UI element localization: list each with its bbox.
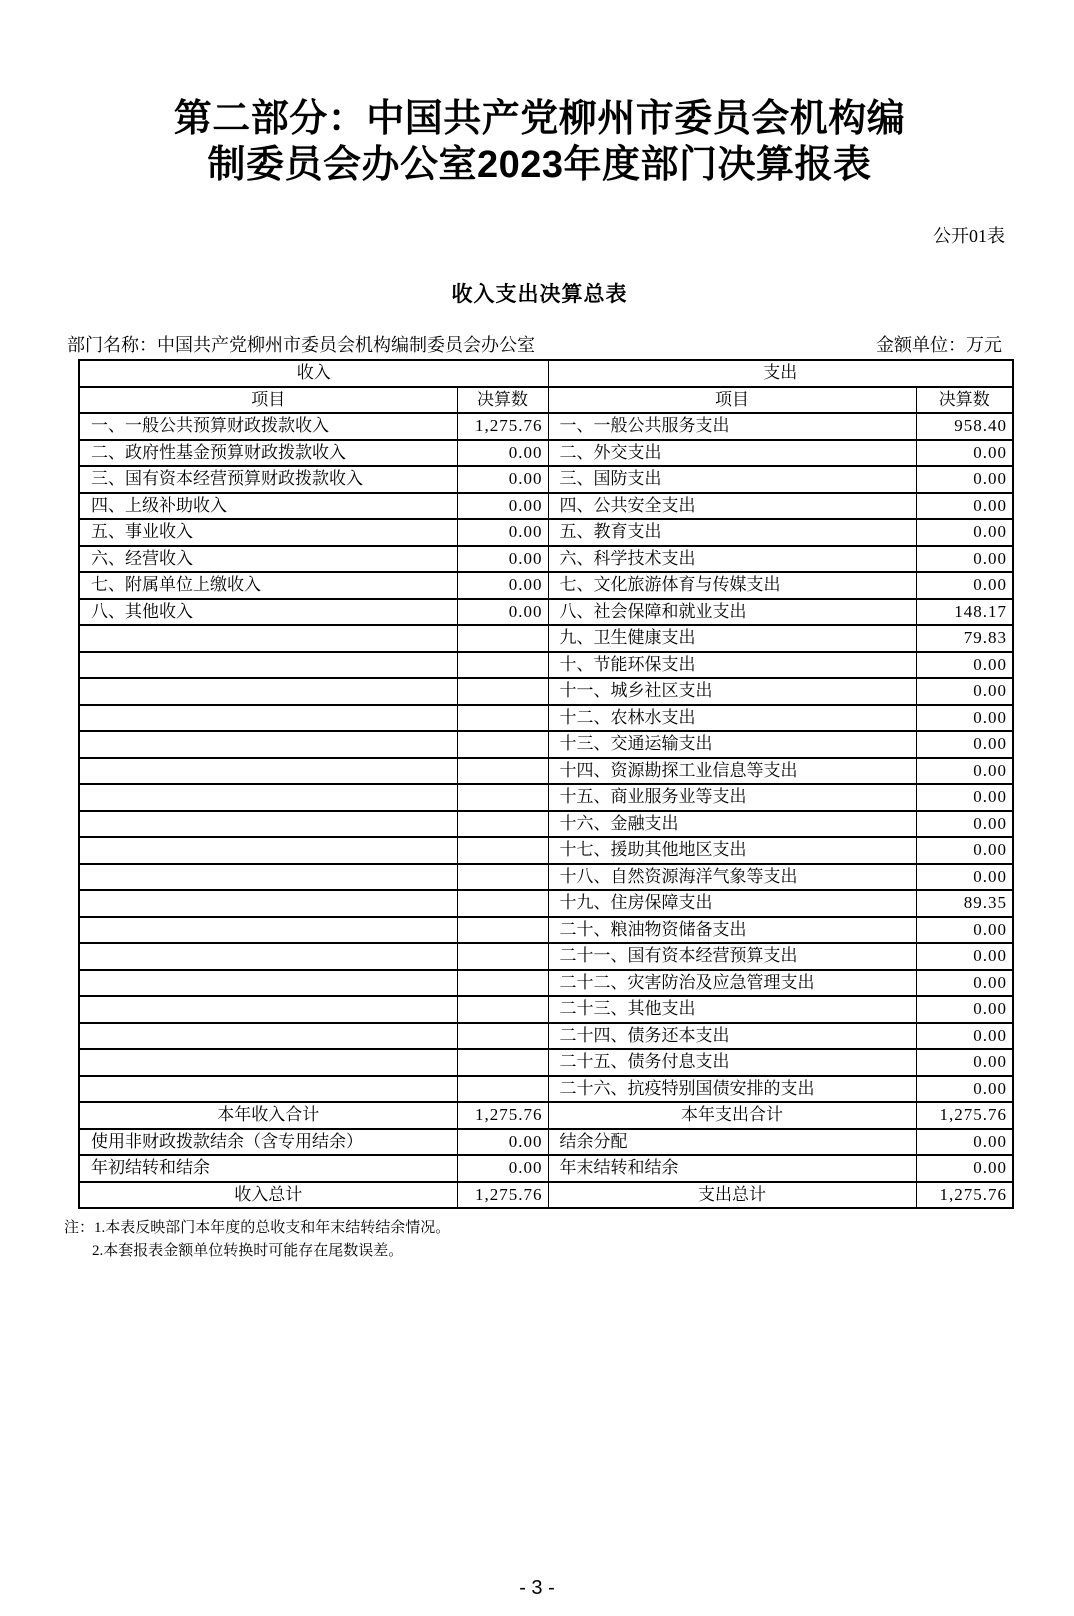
expense-amount-cell: 0.00 <box>916 1129 1013 1156</box>
income-amount-cell: 1,275.76 <box>457 413 548 440</box>
table-meta-row <box>67 333 1012 357</box>
expense-amount-cell: 0.00 <box>916 546 1013 573</box>
expense-item-cell: 四、公共安全支出 <box>548 493 916 520</box>
table-total-row <box>79 1182 1013 1209</box>
income-item-cell <box>79 996 457 1023</box>
table-row <box>79 705 1013 732</box>
expense-amount-cell: 0.00 <box>916 440 1013 467</box>
income-amount-cell: 0.00 <box>457 572 548 599</box>
table-row <box>79 678 1013 705</box>
expense-item-cell: 二十四、债务还本支出 <box>548 1023 916 1050</box>
income-item-cell <box>79 943 457 970</box>
income-item-cell <box>79 678 457 705</box>
income-amount-cell: 0.00 <box>457 493 548 520</box>
income-item-cell: 二、政府性基金预算财政拨款收入 <box>79 440 457 467</box>
income-amount-cell <box>457 890 548 917</box>
expense-item-cell: 十七、援助其他地区支出 <box>548 837 916 864</box>
table-row <box>79 943 1013 970</box>
income-amount-cell <box>457 811 548 838</box>
income-amount-cell <box>457 943 548 970</box>
income-amount-cell: 1,275.76 <box>457 1182 548 1209</box>
expense-item-cell: 十八、自然资源海洋气象等支出 <box>548 864 916 891</box>
income-amount-cell <box>457 1049 548 1076</box>
report-content <box>64 96 1012 1263</box>
expense-amount-cell: 0.00 <box>916 493 1013 520</box>
expense-item-cell: 十、节能环保支出 <box>548 652 916 679</box>
income-item-cell: 使用非财政拨款结余（含专用结余） <box>79 1129 457 1156</box>
expense-amount-cell: 0.00 <box>916 837 1013 864</box>
income-item-cell: 年初结转和结余 <box>79 1155 457 1182</box>
expense-item-cell: 十九、住房保障支出 <box>548 890 916 917</box>
expense-amount-cell: 89.35 <box>916 890 1013 917</box>
expense-item-cell: 本年支出合计 <box>548 1102 916 1129</box>
expense-amount-cell: 0.00 <box>916 784 1013 811</box>
expense-item-cell: 七、文化旅游体育与传媒支出 <box>548 572 916 599</box>
table-row <box>79 811 1013 838</box>
expense-item-cell: 支出总计 <box>548 1182 916 1209</box>
expense-amount-cell: 0.00 <box>916 811 1013 838</box>
income-amount-cell <box>457 652 548 679</box>
expense-item-cell: 十三、交通运输支出 <box>548 731 916 758</box>
income-amount-cell <box>457 864 548 891</box>
expense-amount-cell: 0.00 <box>916 758 1013 785</box>
income-item-cell: 三、国有资本经营预算财政拨款收入 <box>79 466 457 493</box>
expense-item-cell: 一、一般公共服务支出 <box>548 413 916 440</box>
income-amount-cell: 0.00 <box>457 519 548 546</box>
expense-amount-cell: 958.40 <box>916 413 1013 440</box>
expense-amount-cell: 0.00 <box>916 970 1013 997</box>
income-item-cell <box>79 811 457 838</box>
table-row <box>79 466 1013 493</box>
income-item-cell: 本年收入合计 <box>79 1102 457 1129</box>
table-row <box>79 1155 1013 1182</box>
expense-item-cell: 二十一、国有资本经营预算支出 <box>548 943 916 970</box>
expense-amount-column-header: 决算数 <box>916 387 1013 414</box>
expense-item-cell: 九、卫生健康支出 <box>548 625 916 652</box>
income-amount-cell <box>457 758 548 785</box>
expense-amount-cell: 0.00 <box>916 519 1013 546</box>
expense-item-cell: 结余分配 <box>548 1129 916 1156</box>
income-amount-cell <box>457 705 548 732</box>
section-header-row <box>79 360 1013 387</box>
budget-table <box>78 359 1014 1209</box>
income-amount-cell: 0.00 <box>457 466 548 493</box>
expense-item-cell: 八、社会保障和就业支出 <box>548 599 916 626</box>
expense-item-cell: 五、教育支出 <box>548 519 916 546</box>
table-row <box>79 1076 1013 1103</box>
income-amount-cell <box>457 970 548 997</box>
expense-amount-cell: 0.00 <box>916 1049 1013 1076</box>
table-row <box>79 758 1013 785</box>
expense-amount-cell: 0.00 <box>916 864 1013 891</box>
income-amount-cell: 0.00 <box>457 599 548 626</box>
expense-item-cell: 二十六、抗疫特别国债安排的支出 <box>548 1076 916 1103</box>
document-title-line2: 制委员会办公室2023年度部门决算报表 <box>207 144 872 186</box>
income-item-cell: 收入总计 <box>79 1182 457 1209</box>
expense-amount-cell: 0.00 <box>916 1155 1013 1182</box>
income-item-cell <box>79 705 457 732</box>
income-item-cell <box>79 970 457 997</box>
table-row <box>79 917 1013 944</box>
table-row <box>79 413 1013 440</box>
table-row <box>79 784 1013 811</box>
table-row <box>79 890 1013 917</box>
income-item-cell <box>79 1023 457 1050</box>
table-row <box>79 625 1013 652</box>
table-row <box>79 1023 1013 1050</box>
income-amount-cell: 0.00 <box>457 1129 548 1156</box>
income-amount-cell: 0.00 <box>457 440 548 467</box>
expense-amount-cell: 148.17 <box>916 599 1013 626</box>
table-row <box>79 572 1013 599</box>
budget-table-body <box>79 413 1013 1208</box>
expense-item-cell: 二十、粮油物资储备支出 <box>548 917 916 944</box>
document-title <box>67 96 1012 188</box>
expense-amount-cell: 1,275.76 <box>916 1182 1013 1209</box>
income-item-column-header: 项目 <box>79 387 457 414</box>
income-item-cell: 八、其他收入 <box>79 599 457 626</box>
table-row <box>79 996 1013 1023</box>
income-item-cell <box>79 917 457 944</box>
income-item-cell <box>79 758 457 785</box>
expense-amount-cell: 0.00 <box>916 943 1013 970</box>
income-amount-cell: 0.00 <box>457 546 548 573</box>
expense-amount-cell: 0.00 <box>916 466 1013 493</box>
income-item-cell <box>79 864 457 891</box>
table-row <box>79 440 1013 467</box>
income-item-cell <box>79 1049 457 1076</box>
column-header-row <box>79 387 1013 414</box>
report-page <box>0 96 1074 1616</box>
amount-unit-label: 金额单位：万元 <box>876 335 1002 355</box>
income-amount-cell: 1,275.76 <box>457 1102 548 1129</box>
income-amount-cell <box>457 784 548 811</box>
income-item-cell <box>79 731 457 758</box>
note-line-2: 2.本套报表金额单位转换时可能存在尾数误差。 <box>92 1243 404 1259</box>
expense-item-cell: 二、外交支出 <box>548 440 916 467</box>
expense-amount-cell: 0.00 <box>916 1023 1013 1050</box>
income-item-cell <box>79 837 457 864</box>
expense-item-cell: 十一、城乡社区支出 <box>548 678 916 705</box>
expense-amount-cell: 79.83 <box>916 625 1013 652</box>
expense-amount-cell: 0.00 <box>916 678 1013 705</box>
expense-item-cell: 十二、农林水支出 <box>548 705 916 732</box>
income-amount-cell <box>457 1023 548 1050</box>
table-row <box>79 519 1013 546</box>
table-row <box>79 864 1013 891</box>
income-amount-cell <box>457 1076 548 1103</box>
income-item-cell: 五、事业收入 <box>79 519 457 546</box>
income-amount-cell <box>457 731 548 758</box>
expense-item-cell: 二十五、债务付息支出 <box>548 1049 916 1076</box>
income-amount-cell <box>457 625 548 652</box>
income-item-cell: 四、上级补助收入 <box>79 493 457 520</box>
income-amount-cell <box>457 917 548 944</box>
expense-amount-cell: 0.00 <box>916 917 1013 944</box>
expense-item-cell: 十四、资源勘探工业信息等支出 <box>548 758 916 785</box>
income-item-cell: 七、附属单位上缴收入 <box>79 572 457 599</box>
table-row <box>79 970 1013 997</box>
income-item-cell <box>79 1076 457 1103</box>
expense-item-cell: 年末结转和结余 <box>548 1155 916 1182</box>
table-code-label: 公开01表 <box>933 226 1005 246</box>
table-row <box>79 546 1013 573</box>
expense-item-cell: 十五、商业服务业等支出 <box>548 784 916 811</box>
income-item-cell: 六、经营收入 <box>79 546 457 573</box>
expense-amount-cell: 0.00 <box>916 996 1013 1023</box>
income-item-cell <box>79 784 457 811</box>
expense-item-cell: 六、科学技术支出 <box>548 546 916 573</box>
table-row <box>79 731 1013 758</box>
income-item-cell: 一、一般公共预算财政拨款收入 <box>79 413 457 440</box>
document-title-line1: 第二部分：中国共产党柳州市委员会机构编 <box>173 98 906 140</box>
table-row <box>79 1129 1013 1156</box>
table-row <box>79 652 1013 679</box>
income-item-cell <box>79 890 457 917</box>
expense-amount-cell: 1,275.76 <box>916 1102 1013 1129</box>
department-name-label: 部门名称：中国共产党柳州市委员会机构编制委员会办公室 <box>67 335 535 355</box>
expense-item-column-header: 项目 <box>548 387 916 414</box>
income-amount-cell <box>457 678 548 705</box>
expense-amount-cell: 0.00 <box>916 572 1013 599</box>
income-amount-cell <box>457 996 548 1023</box>
expense-item-cell: 三、国防支出 <box>548 466 916 493</box>
table-notes <box>64 1217 1012 1263</box>
note-line-1: 注：1.本表反映部门本年度的总收支和年末结转结余情况。 <box>64 1220 451 1236</box>
table-total-row <box>79 1102 1013 1129</box>
income-section-header: 收入 <box>79 360 548 387</box>
expense-amount-cell: 0.00 <box>916 705 1013 732</box>
income-amount-column-header: 决算数 <box>457 387 548 414</box>
expense-amount-cell: 0.00 <box>916 731 1013 758</box>
income-item-cell <box>79 652 457 679</box>
income-amount-cell: 0.00 <box>457 1155 548 1182</box>
table-title: 收入支出决算总表 <box>451 282 628 306</box>
expense-item-cell: 十六、金融支出 <box>548 811 916 838</box>
table-row <box>79 599 1013 626</box>
expense-amount-cell: 0.00 <box>916 652 1013 679</box>
table-row <box>79 1049 1013 1076</box>
expense-item-cell: 二十三、其他支出 <box>548 996 916 1023</box>
table-row <box>79 493 1013 520</box>
page-number: - 3 - <box>519 1577 555 1599</box>
table-row <box>79 837 1013 864</box>
expense-amount-cell: 0.00 <box>916 1076 1013 1103</box>
income-item-cell <box>79 625 457 652</box>
budget-table-header <box>79 360 1013 413</box>
expense-section-header: 支出 <box>548 360 1013 387</box>
income-amount-cell <box>457 837 548 864</box>
expense-item-cell: 二十二、灾害防治及应急管理支出 <box>548 970 916 997</box>
